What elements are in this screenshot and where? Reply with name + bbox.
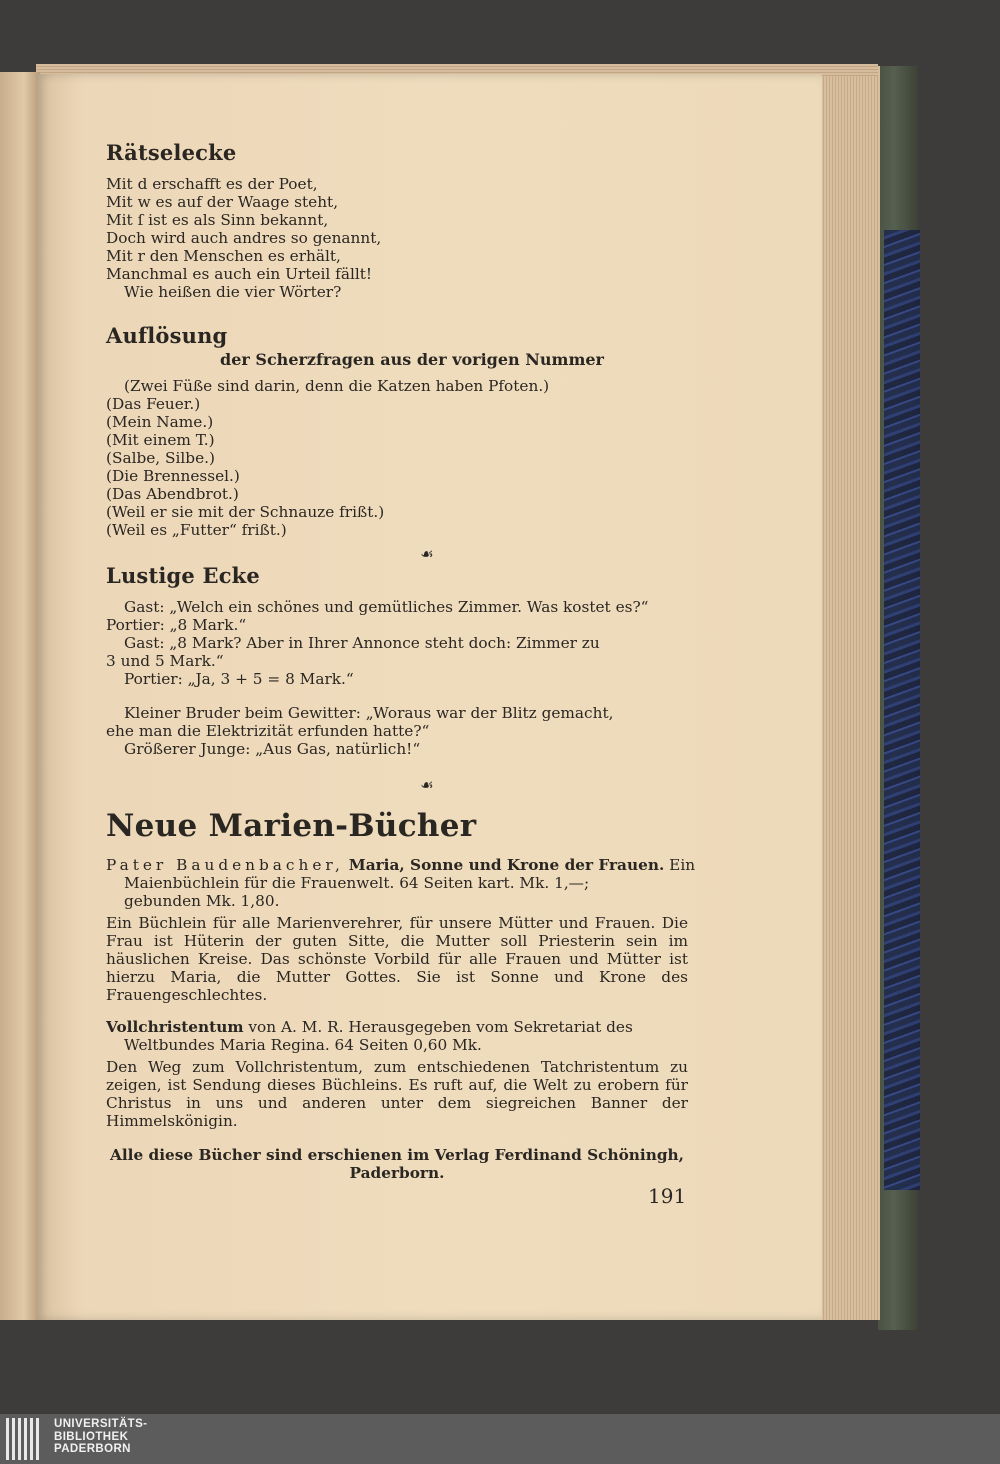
ornament-separator: ☙ [420,545,434,563]
raetselecke-section [106,140,688,301]
logo-line: BIBLIOTHEK [54,1430,129,1443]
left-page-edge [0,72,40,1320]
book-citation [106,1018,688,1036]
book-description-text: Den Weg zum Vollchristentum, zum entschiedenen Tatchristentum zu zeigen, ist Sendung dieses Büchleins. Es ruft auf, die Welt zu erobern für Christus in uns und anderen unter dem siegreichen Banner der Himmelskönigin. [106,1058,688,1130]
book-desc: Weltbundes Maria Regina. 64 Seiten 0,60 Mk. [124,1036,482,1054]
section-subtitle: der Scherzfragen aus der vorigen Nummer [220,350,604,369]
book-title: Vollchristentum [106,1018,244,1036]
book-author: Pater Baudenbacher, [106,856,344,874]
lustige-ecke-section [106,563,688,794]
poem-line: Doch wird auch andres so genannt, [106,229,382,247]
joke-line: 3 und 5 Mark.“ [106,652,224,670]
poem-line: Mit w es auf der Waage steht, [106,193,339,211]
poem-line: Manchmal es auch ein Urteil fällt! [106,265,373,283]
joke-line: Portier: „Ja, 3 + 5 = 8 Mark.“ [124,670,354,688]
marbled-cover [884,230,920,1190]
section-title-neue-buecher: Neue Marien-Bücher [106,808,477,844]
book-citation [106,856,696,874]
poem-line: Mit d erschafft es der Poet, [106,175,318,193]
section-title-aufloesung: Auflösung [106,323,228,348]
joke-line: ehe man die Elektrizität erfunden hatte?“ [106,722,430,740]
poem-line: Mit ſ ist es als Sinn bekannt, [106,211,329,229]
aufloesung-section [106,323,688,563]
library-logo-icon [6,1418,46,1460]
ornament-separator: ☙ [420,776,434,794]
footer-bar [0,1414,1000,1464]
book-desc: von A. M. R. Herausgegeben vom Sekretariat des [248,1018,633,1036]
joke-line: Portier: „8 Mark.“ [106,616,247,634]
library-logo-text [54,1418,147,1456]
book-entry-2 [106,1018,688,1130]
book-title: Maria, Sonne und Krone der Frauen. [348,856,665,874]
book-description-text: Ein Büchlein für alle Marienverehrer, für unsere Mütter und Frauen. Die Frau ist Hüterin der guten Sitte, die Mutter soll Priesterin sein im häuslichen Kreise. Das schönste Vorbild für alle Frauen und Mütter ist hierzu Maria, die Mutter Gottes. Sie ist Sonne und Krone des Frauengeschlechtes. [106,914,688,1004]
answer-line: (Mit einem T.) [106,431,215,449]
answer-line: (Zwei Füße sind darin, denn die Katzen haben Pfoten.) [124,377,550,395]
answer-line: (Weil er sie mit der Schnauze frißt.) [106,503,385,521]
answer-line: (Salbe, Silbe.) [106,449,215,467]
poem-line: Mit r den Menschen es erhält, [106,247,341,265]
section-title-raetselecke: Rätselecke [106,140,237,165]
section-title-lustige-ecke: Lustige Ecke [106,563,260,588]
answer-line: (Mein Name.) [106,413,214,431]
book-desc: Ein [669,856,696,874]
page-number: 191 [648,1184,687,1208]
neue-buecher-section [106,808,696,1182]
poem-line: Wie heißen die vier Wörter? [124,283,342,301]
answer-line: (Das Feuer.) [106,395,201,413]
publisher-line: Alle diese Bücher sind erschienen im Verlag Ferdinand Schöningh, [109,1146,684,1164]
book-desc: gebunden Mk. 1,80. [124,892,280,910]
page-stack-edge [818,66,880,1320]
logo-line: PADERBORN [54,1443,131,1455]
logo-line: UNIVERSITÄTS- [54,1418,148,1430]
publisher-line: Paderborn. [349,1164,445,1182]
joke-line: Gast: „8 Mark? Aber in Ihrer Annonce steht doch: Zimmer zu [124,634,600,652]
answer-line: (Das Abendbrot.) [106,485,239,503]
joke-line: Kleiner Bruder beim Gewitter: „Woraus war der Blitz gemacht, [124,704,614,722]
page-content [106,140,696,1182]
jokes [106,598,688,758]
book-desc: Maienbüchlein für die Frauenwelt. 64 Seiten kart. Mk. 1,—; [124,874,590,892]
book-entry-1 [106,856,696,1004]
answer-line: (Weil es „Futter“ frißt.) [106,521,287,539]
riddle-poem [106,175,688,301]
answers-list [106,377,688,539]
joke-line: Gast: „Welch ein schönes und gemütliches Zimmer. Was kostet es?“ [124,598,649,616]
joke-line: Größerer Junge: „Aus Gas, natürlich!“ [124,740,421,758]
publisher-note [106,1146,688,1182]
answer-line: (Die Brennessel.) [106,467,240,485]
